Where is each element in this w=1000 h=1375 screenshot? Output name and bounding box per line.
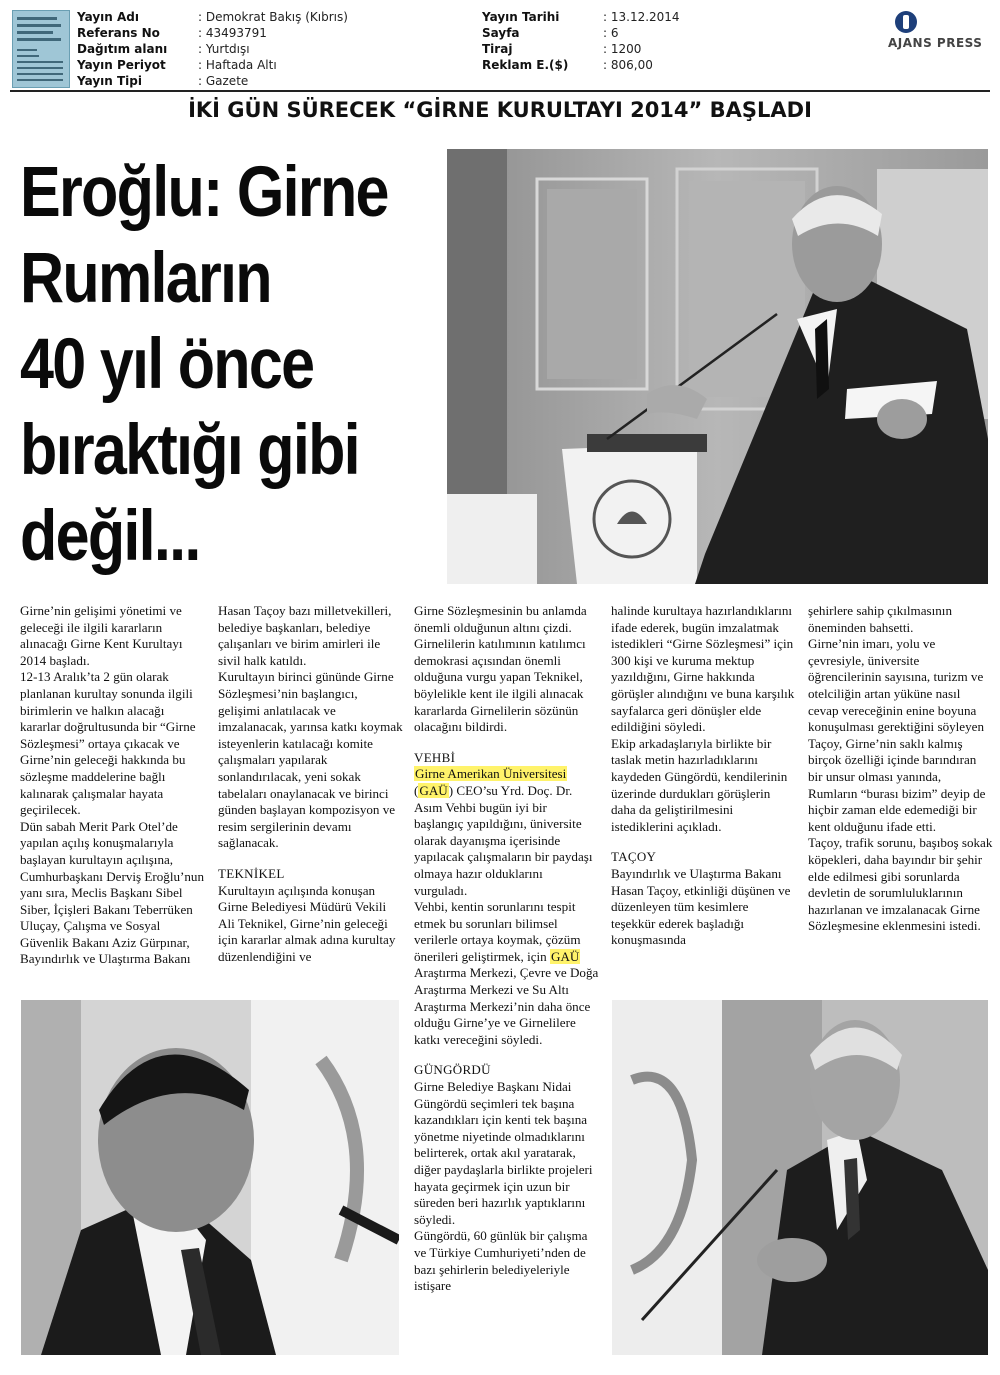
meta-value-reklam: : 806,00 — [603, 58, 653, 72]
paragraph: şehirlere sahip çıkılmasının öneminden bahsetti. — [808, 603, 952, 635]
subheading-tacoy: TAÇOY — [611, 849, 657, 865]
paragraph: Kurultayın açılışında konuşan Girne Belediyesi Müdürü Vekili Ali Teknikel, Girne’nin geleceği için kararlar almak adına kurultay düzenlendiğini ve — [218, 882, 396, 964]
highlight-gau: GAÜ — [551, 948, 580, 964]
highlight-gau: GAÜ — [419, 782, 448, 798]
paragraph: Ekip arkadaşlarıyla birlikte bir taslak metin hazırladıklarını kaydeden Güngördü, kendilerinin üzerinde durdukları görüşlerin daha da geliştirilmesini istediklerini açıkladı. — [611, 735, 788, 834]
highlight-gau-full: Girne Amerikan Üniversitesi — [415, 766, 567, 782]
paragraph: Dün sabah Merit Park Otel’de yapılan açılış konuşmalarıyla başlayan kurultayın açılışına, Cumhurbaşkanı Derviş Eroğlu’nun yanı sıra, Meclis Başkanı Sibel Siber, İçişleri Bakanı Teberrüken Uluçay, Çalışma ve Sosyal Güvenlik Bakanı Aziz Gürpınar, Bayındırlık ve Ulaştırma Bakanı — [20, 818, 205, 967]
meta-value-periyot: : Haftada Altı — [198, 58, 277, 72]
meta-row-sayfa: Sayfa — [482, 26, 520, 40]
subheading-vehbi: VEHBİ — [414, 749, 456, 765]
page-thumbnail[interactable] — [12, 10, 70, 88]
clipping-header — [0, 0, 1000, 92]
meta-row-referans: Referans No — [77, 26, 160, 40]
paragraph: Güngördü, 60 günlük bir çalışma ve Türkiye Cumhuriyeti’nden de bazı şehirlerin belediyeleriyle istişare — [414, 1228, 588, 1294]
article-column-1 — [20, 603, 205, 968]
article-column-3 — [414, 603, 599, 1295]
headline-line: bıraktığı gibi — [20, 411, 359, 490]
paragraph: halinde kurultaya hazırlandıklarını ifade ederek, bugün imzalatmak istedikleri “Girne Sözleşmesi” için 300 kişi ve kuruma mektup yazıldığını, Girne hakkında görüşler alındığını ve buna karşılık sayfalarca geri dönüşler elde edildiğini söyledi. — [611, 603, 795, 735]
paragraph: Taçoy, trafik sorunu, başıboş sokak köpekleri, daha bayındır bir şehir elde edilmesi gibi sorunlarda devletin de sorumluluklarının hazırlanan ve imzalanacak Girne Sözleşmesine eklenmesini istedi. — [808, 835, 993, 934]
meta-row-tiraj: Tiraj — [482, 42, 513, 56]
article-kicker: İKİ GÜN SÜRECEK “GİRNE KURULTAYI 2014” BAŞLADI — [188, 98, 812, 122]
meta-row-tip: Yayın Tipi — [77, 74, 142, 88]
meta-row-yayin-adi: Yayın Adı — [77, 10, 139, 24]
ajans-press-logo — [888, 9, 992, 53]
meta-value-referans: : 43493791 — [198, 26, 267, 40]
paragraph: Hasan Taçoy bazı milletvekilleri, belediye başkanları, belediye çalışanları ve birim amirleri ile sivil halk katıldı. — [218, 603, 392, 668]
paragraph: Girne Belediye Başkanı Nidai Güngördü seçimleri tek başına kazandıkları için kenti tek başına yönetme niyetinde olmadıklarını belirterek, ortak akıl yaratarak, diğer paydaşlarla birlikte projeleri hayata geçirmek için uzun bir süreden beri hazırlık yaptıklarını söyledi. — [414, 1079, 593, 1227]
meta-row-tarih: Yayın Tarihi — [482, 10, 560, 24]
meta-value-sayfa: : 6 — [603, 26, 619, 40]
headline-line: Rumların — [20, 239, 271, 318]
meta-row-dagitim: Dağıtım alanı — [77, 42, 168, 56]
paragraph: Kurultayın birinci gününde Girne Sözleşmesi’nin başlangıcı, gelişimi anlatılacak ve imzalanacak, yarınsa katkı koymak isteyenlerin katılacağı komite çalışmaları yapılarak sonlandırılacak, yeni sokak tabelaları onaylanacak ve birinci günden başlayan kompozisyon ve resim sergilerinin devamı sağlanacak. — [218, 669, 403, 851]
paragraph-vehbi-2: Vehbi, kentin sorunlarını tespit etmek bu sorunları bilimsel verilerle ortaya koymak, çözüm önerileri geliştirmek, için GAÜ Araştırma Merkezi, Çevre ve Doğa Araştırma Merkezi ve Su Altı Araştırma Merkezi’nin daha önce olduğu Girne’ye ve Girnelilere katkı vereceğini söyledi. — [414, 899, 599, 1047]
article-column-4 — [611, 603, 796, 949]
meta-row-periyot: Yayın Periyot — [77, 58, 166, 72]
meta-value-dagitim: : Yurtdışı — [198, 42, 250, 56]
main-photo-speaker-at-podium — [447, 149, 988, 584]
article-headline — [20, 150, 388, 580]
meta-value-tiraj: : 1200 — [603, 42, 642, 56]
meta-row-reklam: Reklam E.($) — [482, 58, 569, 72]
article-column-5 — [808, 603, 993, 935]
photo-speaker-left — [21, 1000, 399, 1355]
paragraph: Girnelilerin katılımının katılımcı demokrasi açısından önemli olduğuna vurgu yapan Teknikel, böylelikle kent ile ilgili alınacak kararlarda Girnelilerin sözünün olacağını bildirdi. — [414, 636, 586, 735]
paragraph: Girne’nin gelişimi yönetimi ve geleceği ile ilgili kararların alınacağı Girne Kent Kurultayı 2014 başladı. — [20, 603, 183, 668]
meta-value-tarih: : 13.12.2014 — [603, 10, 680, 24]
article-column-2 — [218, 603, 403, 965]
headline-line: 40 yıl önce — [20, 325, 314, 404]
meta-value-tip: : Gazete — [198, 74, 249, 88]
subheading-teknikel: TEKNİKEL — [218, 865, 285, 881]
meta-value-yayin-adi: : Demokrat Bakış (Kıbrıs) — [198, 10, 348, 24]
headline-line: Eroğlu: Girne — [20, 153, 388, 232]
ajans-press-logo-icon — [895, 11, 917, 33]
paragraph: Girne Sözleşmesinin bu anlamda önemli olduğunun altını çizdi. — [414, 603, 587, 635]
photo-speaker-right — [612, 1000, 988, 1355]
paragraph: Bayındırlık ve Ulaştırma Bakanı Hasan Taçoy, etkinliği düşünen ve düzenleyen tüm kesimlere teşekkür ederek başladığı konuşmasında — [611, 865, 791, 948]
header-divider — [10, 90, 990, 92]
subheading-gungordu: GÜNGÖRDÜ — [414, 1062, 491, 1078]
paragraph: Girne’nin imarı, yolu ve çevresiyle, üniversite öğrencilerinin sayısına, turizm ve otelciliğin artan yüküne nasıl cevap vereceğinin enine boyuna konuşulması gerektiğini söyleyen Taçoy, Girne’nin saklı kalmış birçok özelliği içinde barındıran bir unsur olması yanında, Rumların “burası bizim” deyip de hiçbir zaman elde edemediği bir kent olduğunu ifade etti. — [808, 636, 986, 834]
headline-line: değil... — [20, 497, 200, 576]
ajans-press-logo-text: AJANS PRESS — [888, 36, 983, 50]
paragraph: 12-13 Aralık’ta 2 gün olarak planlanan kurultay sonunda ilgili birimlerin ve halkın alacağı kararlar doğrultusunda bir “Girne Sözleşmesi” ortaya çıkacak ve Girne’nin geleceği hakkında bu sözleşme maddelerine bağlı kalınarak çalışmalar hayata geçirilecek. — [20, 669, 196, 818]
paragraph-vehbi-1: Girne Amerikan Üniversitesi (GAÜ) CEO’su Yrd. Doç. Dr. Asım Vehbi bugün iyi bir başlangıç yapıldığını, üniversite olarak dayanışma içerisinde yapılacak çalışmaların bir paydaşı olmaya hazır olduklarını vurguladı. — [414, 766, 593, 898]
